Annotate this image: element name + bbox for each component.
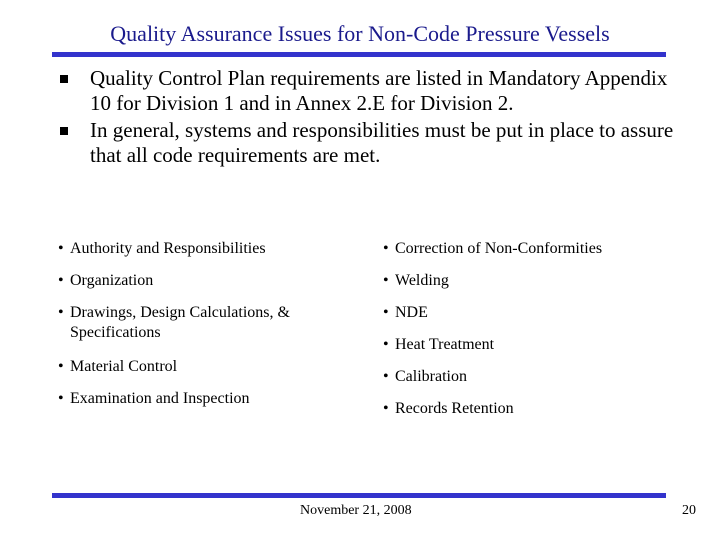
bullet-dot-icon: • <box>58 358 64 375</box>
main-bullet-list <box>58 66 688 170</box>
main-bullet <box>58 66 688 116</box>
square-bullet-icon <box>60 127 68 135</box>
list-item-text: Examination and Inspection <box>70 390 250 407</box>
bullet-dot-icon: • <box>383 400 389 417</box>
list-item <box>383 271 683 291</box>
list-item <box>383 399 683 419</box>
list-item <box>58 389 358 409</box>
list-item-text: Correction of Non-Conformities <box>395 240 603 257</box>
list-item <box>58 239 358 259</box>
list-item <box>58 271 358 291</box>
list-item <box>383 335 683 355</box>
list-item-text: Drawings, Design Calculations, & Specifications <box>70 304 290 341</box>
list-item-text: NDE <box>395 304 428 321</box>
bullet-dot-icon: • <box>383 336 389 353</box>
bullet-dot-icon: • <box>58 390 64 407</box>
list-item <box>383 303 683 323</box>
bullet-dot-icon: • <box>383 368 389 385</box>
list-item-text: Organization <box>70 272 154 289</box>
list-item <box>58 303 358 343</box>
page-number: 20 <box>682 503 696 518</box>
bullet-dot-icon: • <box>58 240 64 257</box>
list-item-text: Calibration <box>395 368 467 385</box>
list-item <box>383 367 683 387</box>
footer-divider <box>52 493 666 498</box>
bullet-dot-icon: • <box>58 304 64 321</box>
bullet-dot-icon: • <box>58 272 64 289</box>
list-item-text: Material Control <box>70 358 178 375</box>
square-bullet-icon <box>60 75 68 83</box>
list-item-text: Welding <box>395 272 449 289</box>
qc-topics-left-column <box>58 239 358 421</box>
qc-topics-right-column <box>383 239 683 431</box>
list-item-text: Records Retention <box>395 400 514 417</box>
main-bullet-text: In general, systems and responsibilities must be put in place to assure that all code requirements are met. <box>90 118 674 167</box>
title-divider <box>52 52 666 57</box>
slide-title: Quality Assurance Issues for Non-Code Pressure Vessels <box>110 21 610 46</box>
bullet-dot-icon: • <box>383 272 389 289</box>
bullet-dot-icon: • <box>383 240 389 257</box>
main-bullet <box>58 118 688 168</box>
list-item <box>383 239 683 259</box>
bullet-dot-icon: • <box>383 304 389 321</box>
footer-date: November 21, 2008 <box>300 503 412 518</box>
list-item <box>58 357 358 377</box>
list-item-text: Authority and Responsibilities <box>70 240 266 257</box>
list-item-text: Heat Treatment <box>395 336 495 353</box>
main-bullet-text: Quality Control Plan requirements are listed in Mandatory Appendix 10 for Division 1 and in Annex 2.E for Division 2. <box>90 66 668 115</box>
